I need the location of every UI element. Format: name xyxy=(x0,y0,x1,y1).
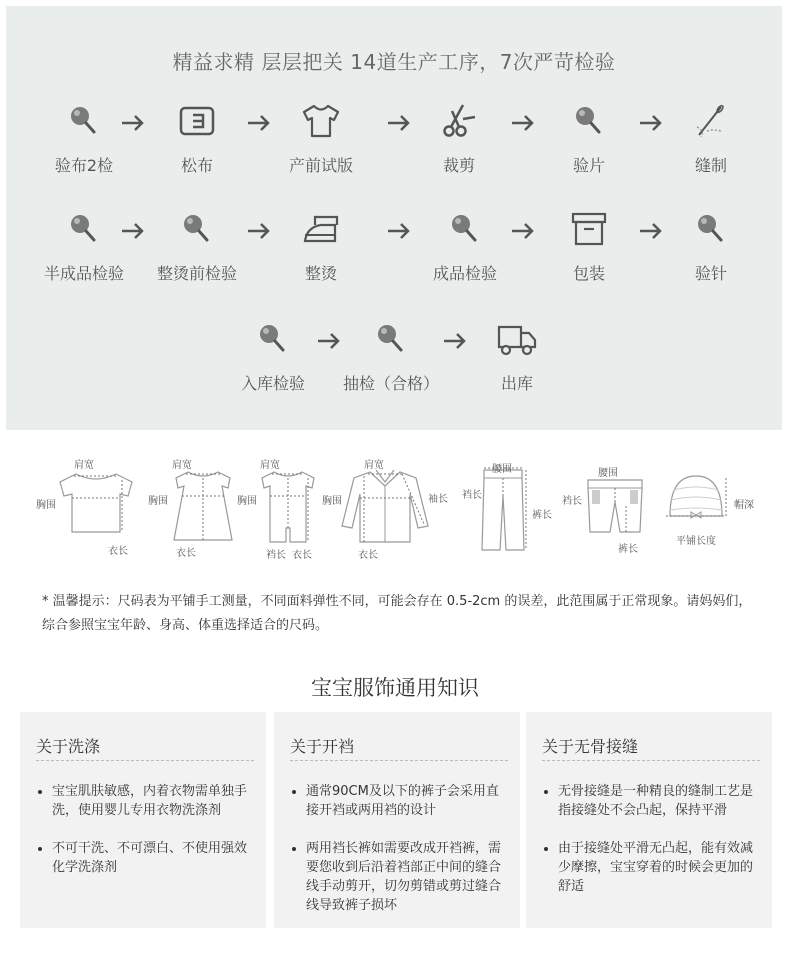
step-label: 产前试版 xyxy=(288,156,353,175)
card-list xyxy=(292,782,506,934)
step-iron xyxy=(266,209,376,284)
magnifier-icon xyxy=(371,319,411,359)
pants-length-label: 裤长 xyxy=(532,510,552,521)
card-washing xyxy=(20,712,266,928)
truck-icon xyxy=(497,319,537,359)
pants-crotch-label: 裆长 xyxy=(462,490,482,501)
box-icon xyxy=(569,209,609,249)
tshirt-shoulder-label: 肩宽 xyxy=(74,460,94,471)
process-panel xyxy=(6,6,782,430)
iron-icon xyxy=(301,209,341,249)
list-item: 无骨接缝是一种精良的缝制工艺是指接缝处不会凸起，保持平滑 xyxy=(544,782,758,820)
card-heading: 关于无骨接缝 xyxy=(542,737,639,756)
needle-icon xyxy=(691,101,731,141)
step-sample xyxy=(266,101,376,176)
dress-shoulder-label: 肩宽 xyxy=(172,460,192,471)
step-label: 半成品检验 xyxy=(43,264,124,283)
pants-diagram xyxy=(476,466,530,552)
romper-diagram xyxy=(256,468,320,546)
step-sampling xyxy=(336,319,446,394)
step-label: 包装 xyxy=(572,264,605,283)
shorts-diagram xyxy=(582,476,648,536)
step-label: 验布2检 xyxy=(54,156,114,175)
card-heading: 关于洗涤 xyxy=(36,737,101,756)
romper-length-label: 衣长 xyxy=(292,550,312,561)
step-label: 出库 xyxy=(500,374,533,393)
dress-chest-label: 胸围 xyxy=(148,496,168,507)
step-ship xyxy=(462,319,572,394)
arrow-right-icon xyxy=(510,221,536,241)
divider xyxy=(290,760,508,761)
card-seamless xyxy=(526,712,772,928)
tshirt-chest-label: 胸围 xyxy=(36,500,56,511)
jacket-length-label: 衣长 xyxy=(358,550,378,561)
hat-width-label: 平铺长度 xyxy=(676,536,716,547)
dress-diagram xyxy=(168,468,238,544)
scissors-icon xyxy=(439,101,479,141)
list-item: 由于接缝处平滑无凸起，能有效减少摩擦，宝宝穿着的时候会更加的舒适 xyxy=(544,839,758,896)
fabric-icon xyxy=(177,101,217,141)
step-label: 验针 xyxy=(694,264,727,283)
romper-chest-label: 胸围 xyxy=(237,496,257,507)
divider xyxy=(36,760,254,761)
list-item: 不可干洗、不可漂白、不使用强效化学洗涤剂 xyxy=(38,839,252,877)
step-pack xyxy=(534,209,644,284)
step-label: 入库检验 xyxy=(240,374,305,393)
tshirt-diagram xyxy=(56,468,136,538)
step-label: 成品检验 xyxy=(432,264,497,283)
arrow-right-icon xyxy=(510,113,536,133)
list-item: 两用裆长裤如需要改成开裆裤，需要您收到后沿着裆部正中间的缝合线手动剪开，切勿剪错或剪过缝合线导致裤子损坏 xyxy=(292,839,506,915)
magnifier-icon xyxy=(445,209,485,249)
shorts-length-label: 裤长 xyxy=(618,544,638,555)
dress-length-label: 衣长 xyxy=(176,548,196,559)
romper-shoulder-label: 肩宽 xyxy=(260,460,280,471)
shorts-crotch-label: 裆长 xyxy=(562,496,582,507)
jacket-diagram xyxy=(340,466,430,546)
card-open-crotch xyxy=(274,712,520,928)
step-label: 整烫 xyxy=(304,264,337,283)
divider xyxy=(542,760,760,761)
knowledge-title: 宝宝服饰通用知识 xyxy=(311,676,479,700)
shorts-waist-label: 腰围 xyxy=(598,468,618,479)
magnifier-icon xyxy=(64,101,104,141)
step-label: 松布 xyxy=(180,156,213,175)
tshirt-length-label: 衣长 xyxy=(108,546,128,557)
card-heading: 关于开裆 xyxy=(290,737,355,756)
magnifier-icon xyxy=(64,209,104,249)
step-label: 整烫前检验 xyxy=(156,264,237,283)
pants-waist-label: 腰围 xyxy=(492,464,512,475)
process-title: 精益求精 层层把关 14道生产工序，7次严苛检验 xyxy=(172,50,616,74)
step-sew xyxy=(656,101,766,176)
jacket-chest-label: 胸围 xyxy=(322,496,342,507)
magnifier-icon xyxy=(569,101,609,141)
size-guide xyxy=(30,448,770,568)
step-label: 裁剪 xyxy=(442,156,475,175)
card-list xyxy=(38,782,252,896)
tshirt-icon xyxy=(301,101,341,141)
step-relax-fabric xyxy=(142,101,252,176)
jacket-shoulder-label: 肩宽 xyxy=(364,460,384,471)
hat-diagram xyxy=(664,472,728,524)
hat-depth-label: 帽深 xyxy=(734,500,754,511)
list-item: 通常90CM及以下的裤子会采用直接开裆或两用裆的设计 xyxy=(292,782,506,820)
step-pre-iron-check xyxy=(142,209,252,284)
step-needle-check xyxy=(656,209,766,284)
step-piece-check xyxy=(534,101,644,176)
step-cut xyxy=(404,101,514,176)
list-item: 宝宝肌肤敏感，内着衣物需单独手洗，使用婴儿专用衣物洗涤剂 xyxy=(38,782,252,820)
step-label: 抽检（合格） xyxy=(342,374,439,393)
measurement-tip: * 温馨提示：尺码表为平铺手工测量，不同面料弹性不同，可能会存在 0.5-2cm 的误差，此范围属于正常现象。请妈妈们，综合参照宝宝年龄、身高、体重选择适合的尺码。 xyxy=(42,594,752,633)
magnifier-icon xyxy=(691,209,731,249)
step-warehouse-check xyxy=(218,319,328,394)
step-label: 缝制 xyxy=(694,156,727,175)
card-list xyxy=(544,782,758,915)
magnifier-icon xyxy=(177,209,217,249)
step-label: 验片 xyxy=(572,156,605,175)
arrow-right-icon xyxy=(386,221,412,241)
step-final-check xyxy=(410,209,520,284)
jacket-sleeve-label: 袖长 xyxy=(428,494,448,505)
romper-crotch-label: 裆长 xyxy=(266,550,286,561)
magnifier-icon xyxy=(253,319,293,359)
